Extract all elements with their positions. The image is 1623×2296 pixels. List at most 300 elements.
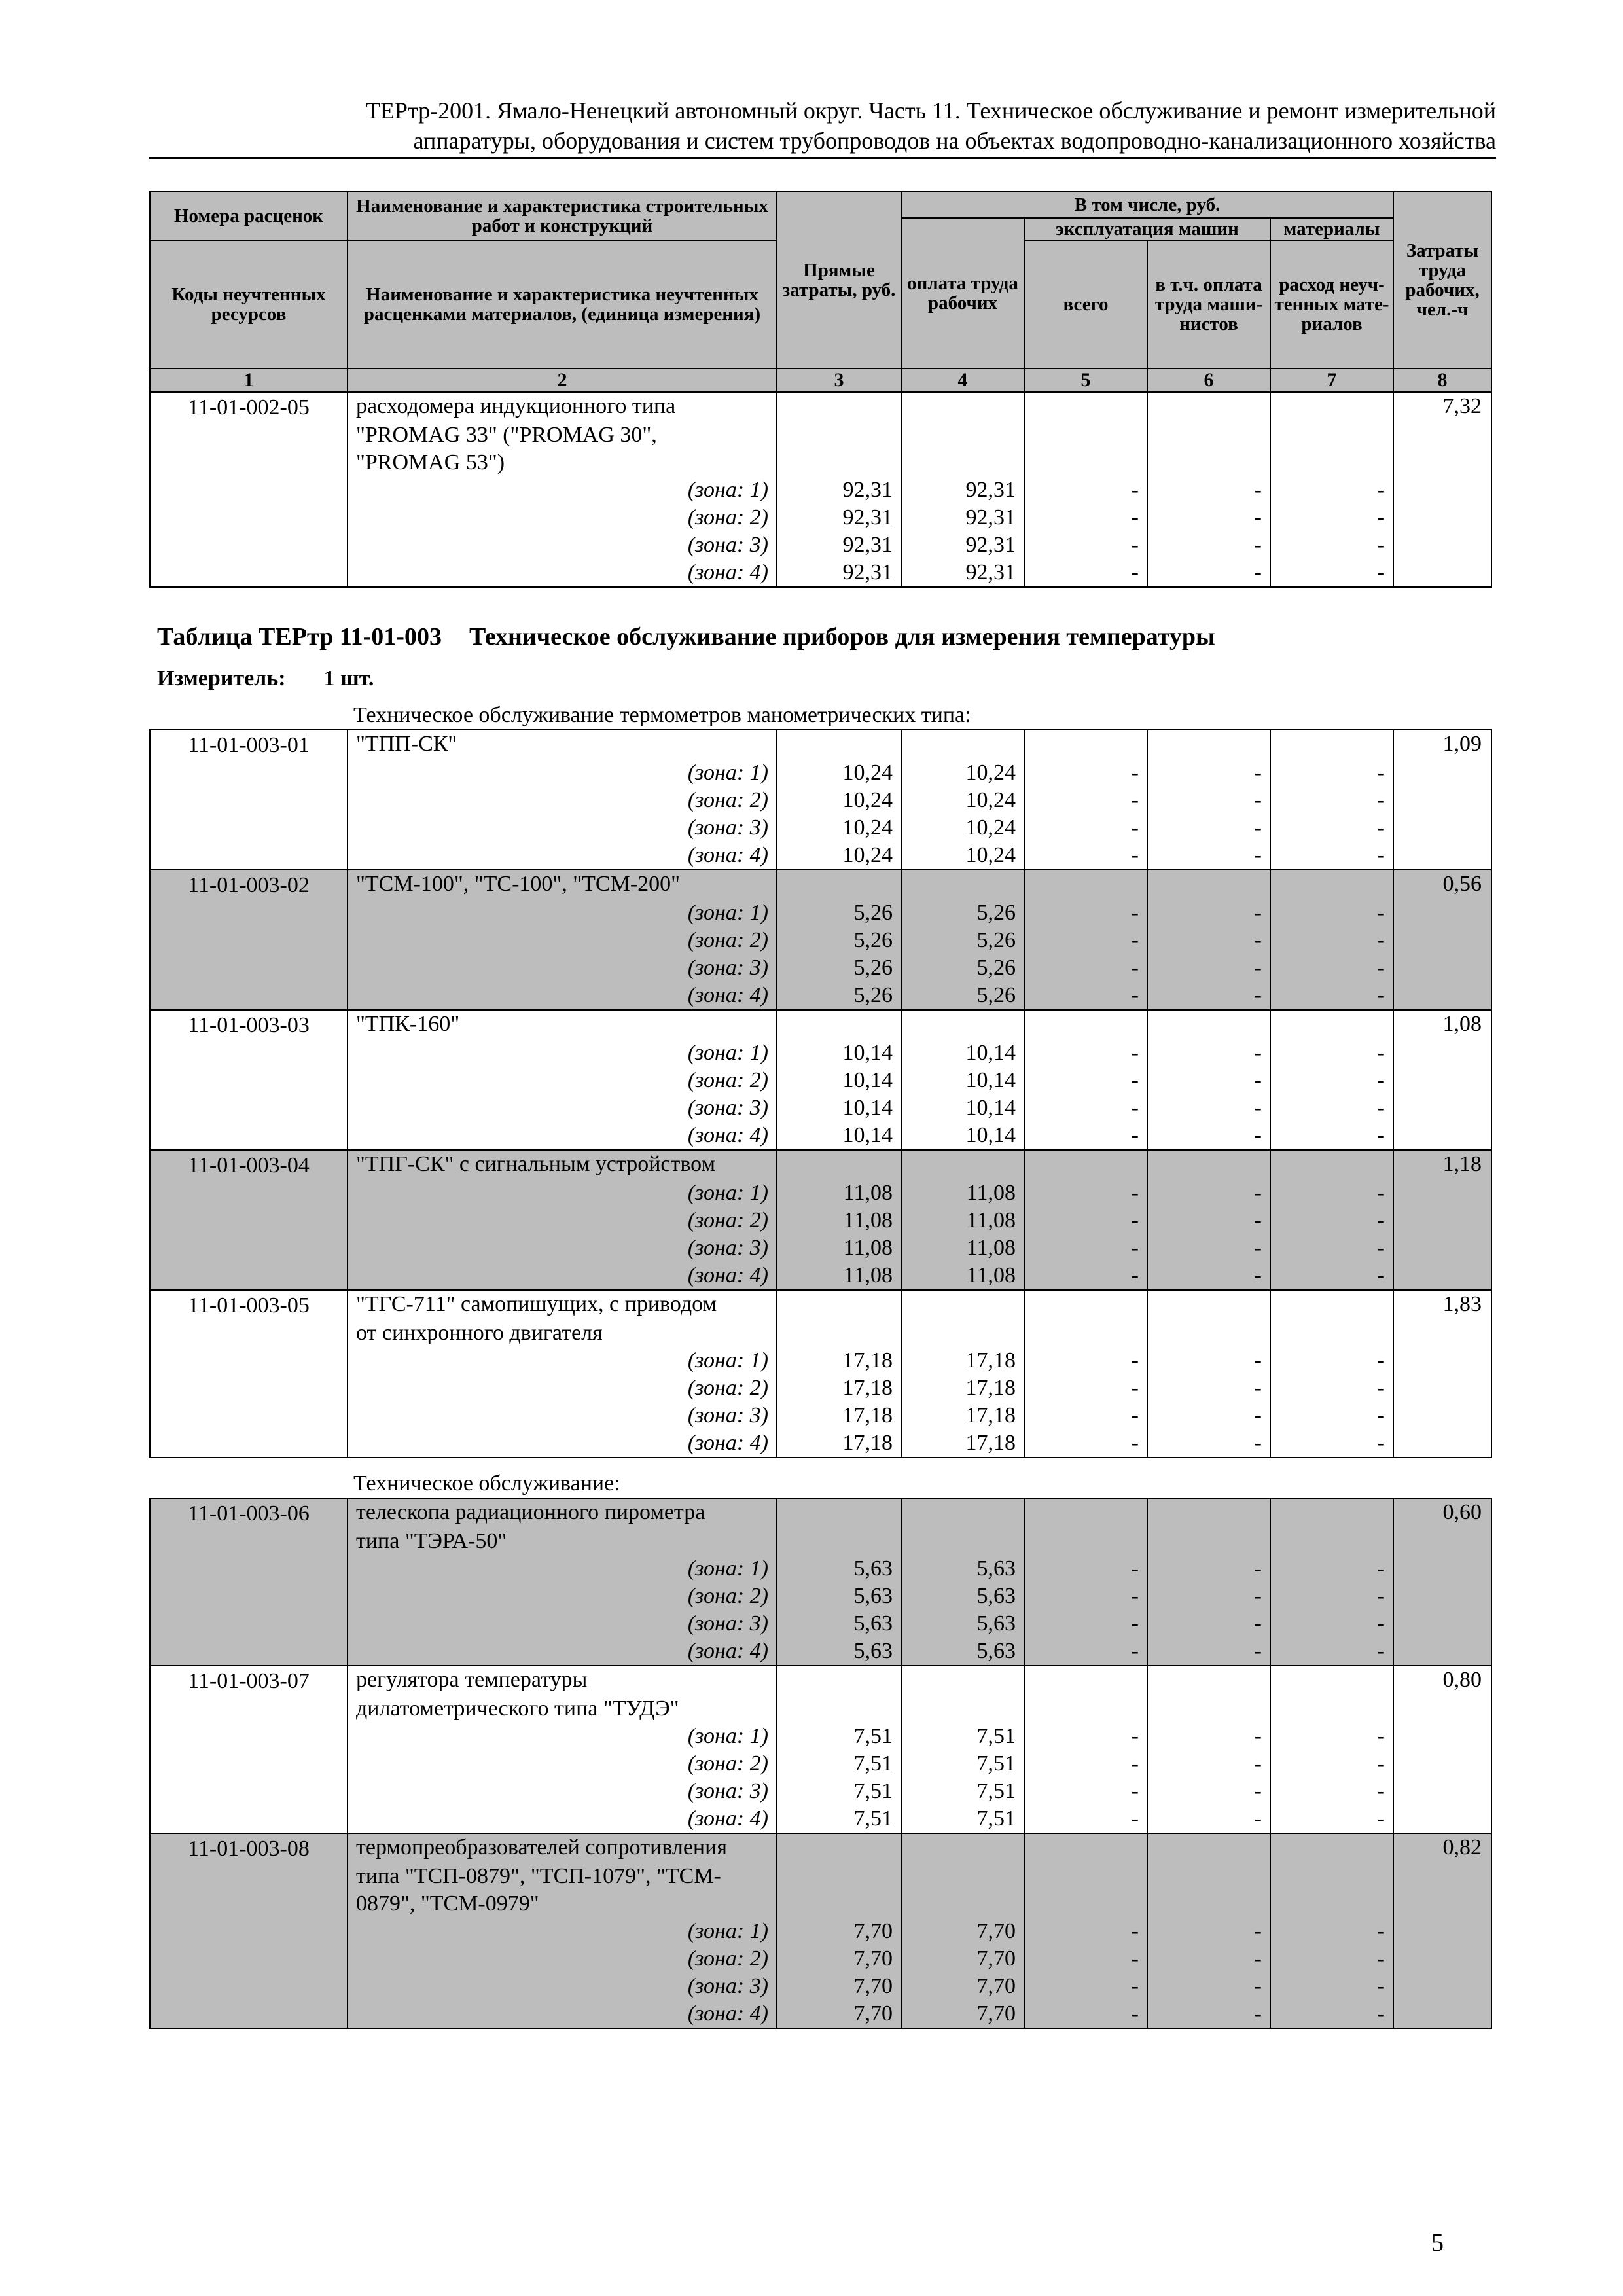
wage-cost bbox=[901, 1010, 1024, 1039]
direct-cost: 5,26 bbox=[777, 982, 901, 1010]
materials-cost: - bbox=[1270, 1638, 1393, 1666]
table-row bbox=[150, 1067, 1491, 1094]
machines-total: - bbox=[1024, 476, 1147, 504]
machines-total: - bbox=[1024, 1067, 1147, 1094]
item-name: "ТПК-160" bbox=[348, 1010, 777, 1039]
direct-cost: 10,14 bbox=[777, 1094, 901, 1122]
materials-cost bbox=[1270, 1890, 1393, 1918]
machines-total: - bbox=[1024, 1778, 1147, 1805]
item-name: "ТГС-711" самопишущих, с приводом bbox=[348, 1290, 777, 1319]
direct-cost: 10,14 bbox=[777, 1067, 901, 1094]
table-row bbox=[150, 1528, 1491, 1555]
materials-cost: - bbox=[1270, 1039, 1393, 1067]
rate-code bbox=[150, 1122, 348, 1150]
zone-label: (зона: 1) bbox=[348, 476, 777, 504]
materials-cost bbox=[1270, 870, 1393, 899]
labor-hours bbox=[1393, 559, 1491, 587]
direct-cost: 92,31 bbox=[777, 476, 901, 504]
table-row bbox=[150, 954, 1491, 982]
wage-cost bbox=[901, 730, 1024, 759]
machinist-wage bbox=[1147, 449, 1270, 476]
machinist-wage: - bbox=[1147, 814, 1270, 842]
direct-cost: 11,08 bbox=[777, 1234, 901, 1262]
materials-cost: - bbox=[1270, 1805, 1393, 1833]
machinist-wage: - bbox=[1147, 1638, 1270, 1666]
wage-cost: 10,14 bbox=[901, 1039, 1024, 1067]
table-row bbox=[150, 392, 1491, 422]
machinist-wage: - bbox=[1147, 842, 1270, 870]
machines-total bbox=[1024, 449, 1147, 476]
labor-hours bbox=[1393, 1945, 1491, 1973]
zone-label: (зона: 3) bbox=[348, 1778, 777, 1805]
materials-cost: - bbox=[1270, 759, 1393, 787]
labor-hours bbox=[1393, 1555, 1491, 1583]
table-row bbox=[150, 1750, 1491, 1778]
machines-total: - bbox=[1024, 559, 1147, 587]
wage-cost: 7,70 bbox=[901, 1973, 1024, 2000]
wage-cost: 5,63 bbox=[901, 1638, 1024, 1666]
wage-cost bbox=[901, 1863, 1024, 1890]
machines-total: - bbox=[1024, 1945, 1147, 1973]
direct-cost bbox=[777, 1890, 901, 1918]
machinist-wage: - bbox=[1147, 1374, 1270, 1402]
column-number: 8 bbox=[1393, 368, 1491, 392]
direct-cost: 17,18 bbox=[777, 1347, 901, 1374]
machines-total: - bbox=[1024, 1723, 1147, 1750]
wage-cost: 10,24 bbox=[901, 759, 1024, 787]
labor-hours bbox=[1393, 842, 1491, 870]
machinist-wage: - bbox=[1147, 1207, 1270, 1234]
machinist-wage bbox=[1147, 392, 1270, 422]
labor-hours bbox=[1393, 531, 1491, 559]
zone-label: (зона: 4) bbox=[348, 1122, 777, 1150]
rates-table-top bbox=[149, 191, 1492, 588]
column-number: 5 bbox=[1024, 368, 1147, 392]
machines-total bbox=[1024, 730, 1147, 759]
direct-cost: 7,70 bbox=[777, 1945, 901, 1973]
labor-hours: 7,32 bbox=[1393, 392, 1491, 422]
machines-total: - bbox=[1024, 504, 1147, 531]
table-row bbox=[150, 1890, 1491, 1918]
machinist-wage: - bbox=[1147, 1778, 1270, 1805]
materials-cost: - bbox=[1270, 1429, 1393, 1458]
table-row bbox=[150, 1094, 1491, 1122]
machinist-wage: - bbox=[1147, 787, 1270, 814]
wage-cost: 11,08 bbox=[901, 1179, 1024, 1207]
top-item-body bbox=[150, 392, 1491, 587]
table-row bbox=[150, 1207, 1491, 1234]
header-rule bbox=[149, 157, 1496, 159]
item-name: "PROMAG 33" ("PROMAG 30", bbox=[348, 422, 777, 449]
machinist-wage bbox=[1147, 1666, 1270, 1695]
rate-code bbox=[150, 759, 348, 787]
materials-header: материалы bbox=[1270, 218, 1393, 240]
labor-hours bbox=[1393, 2000, 1491, 2028]
materials-cost bbox=[1270, 1833, 1393, 1863]
labor-hours bbox=[1393, 1805, 1491, 1833]
rate-code bbox=[150, 1067, 348, 1094]
zone-label: (зона: 2) bbox=[348, 504, 777, 531]
machinist-wage bbox=[1147, 1319, 1270, 1347]
labor-hours bbox=[1393, 449, 1491, 476]
table-row bbox=[150, 1863, 1491, 1890]
rate-code: 11-01-003-08 bbox=[150, 1833, 348, 1863]
machines-total: - bbox=[1024, 1234, 1147, 1262]
rate-code bbox=[150, 1179, 348, 1207]
wage-cost: 11,08 bbox=[901, 1207, 1024, 1234]
item-name: расходомера индукционного типа bbox=[348, 392, 777, 422]
materials-cost: - bbox=[1270, 1918, 1393, 1945]
direct-cost: 11,08 bbox=[777, 1179, 901, 1207]
wage-cost: 92,31 bbox=[901, 476, 1024, 504]
labor-hours: 1,83 bbox=[1393, 1290, 1491, 1319]
direct-cost: 7,70 bbox=[777, 1918, 901, 1945]
table-row bbox=[150, 1498, 1491, 1528]
rate-code bbox=[150, 927, 348, 954]
wage-cost: 10,24 bbox=[901, 787, 1024, 814]
wage-cost bbox=[901, 1833, 1024, 1863]
zone-label: (зона: 1) bbox=[348, 1179, 777, 1207]
table-row bbox=[150, 870, 1491, 899]
direct-cost: 10,24 bbox=[777, 814, 901, 842]
rate-code bbox=[150, 1890, 348, 1918]
rate-code bbox=[150, 899, 348, 927]
machines-total: - bbox=[1024, 1374, 1147, 1402]
direct-cost: 5,63 bbox=[777, 1555, 901, 1583]
machinist-wage: - bbox=[1147, 1918, 1270, 1945]
labor-hours: 0,80 bbox=[1393, 1666, 1491, 1695]
table-row bbox=[150, 1010, 1491, 1039]
rate-code bbox=[150, 1555, 348, 1583]
materials-cost: - bbox=[1270, 1973, 1393, 2000]
direct-cost bbox=[777, 1010, 901, 1039]
machinist-wage: - bbox=[1147, 1094, 1270, 1122]
rate-code bbox=[150, 1638, 348, 1666]
direct-cost bbox=[777, 422, 901, 449]
table-row bbox=[150, 842, 1491, 870]
rate-code bbox=[150, 1234, 348, 1262]
materials-cost: - bbox=[1270, 531, 1393, 559]
col5-header: всего bbox=[1024, 240, 1147, 368]
machines-total bbox=[1024, 1863, 1147, 1890]
machinist-wage: - bbox=[1147, 2000, 1270, 2028]
labor-hours bbox=[1393, 422, 1491, 449]
header-line-2: аппаратуры, оборудования и систем трубопроводов на объектах водопроводно-канализационного хозяйства bbox=[413, 128, 1496, 154]
labor-hours bbox=[1393, 1429, 1491, 1458]
direct-cost: 11,08 bbox=[777, 1262, 901, 1290]
zone-label: (зона: 1) bbox=[348, 1918, 777, 1945]
wage-cost bbox=[901, 1695, 1024, 1723]
labor-hours bbox=[1393, 1610, 1491, 1638]
wage-cost: 5,63 bbox=[901, 1610, 1024, 1638]
wage-cost: 11,08 bbox=[901, 1234, 1024, 1262]
zone-label: (зона: 4) bbox=[348, 1638, 777, 1666]
materials-cost: - bbox=[1270, 899, 1393, 927]
header-line-1: ТЕРтр-2001. Ямало-Ненецкий автономный округ. Часть 11. Техническое обслуживание и ремонт измерительной bbox=[365, 98, 1496, 124]
col1-bottom-header: Коды неучтенных ресурсов bbox=[150, 240, 348, 368]
direct-cost bbox=[777, 1150, 901, 1179]
wage-cost: 7,51 bbox=[901, 1750, 1024, 1778]
direct-cost: 10,14 bbox=[777, 1122, 901, 1150]
rate-code bbox=[150, 982, 348, 1010]
zone-label: (зона: 3) bbox=[348, 814, 777, 842]
table-row bbox=[150, 504, 1491, 531]
table-row bbox=[150, 1583, 1491, 1610]
materials-cost bbox=[1270, 449, 1393, 476]
wage-cost: 7,51 bbox=[901, 1778, 1024, 1805]
zone-label: (зона: 1) bbox=[348, 899, 777, 927]
machinist-wage: - bbox=[1147, 1610, 1270, 1638]
direct-cost bbox=[777, 1528, 901, 1555]
machines-total bbox=[1024, 870, 1147, 899]
zone-label: (зона: 4) bbox=[348, 842, 777, 870]
zone-label: (зона: 2) bbox=[348, 1067, 777, 1094]
table-row bbox=[150, 476, 1491, 504]
labor-hours bbox=[1393, 927, 1491, 954]
col2-bottom-header: Наименование и характеристика неучтенных расценками материалов, (единица измерения) bbox=[348, 240, 777, 368]
direct-cost: 5,63 bbox=[777, 1638, 901, 1666]
direct-cost: 10,24 bbox=[777, 787, 901, 814]
machines-total bbox=[1024, 1498, 1147, 1528]
machines-total bbox=[1024, 1150, 1147, 1179]
labor-hours bbox=[1393, 1402, 1491, 1429]
wage-cost: 17,18 bbox=[901, 1402, 1024, 1429]
labor-hours bbox=[1393, 1374, 1491, 1402]
rate-code bbox=[150, 1094, 348, 1122]
labor-hours: 0,56 bbox=[1393, 870, 1491, 899]
machines-total: - bbox=[1024, 2000, 1147, 2028]
table-row bbox=[150, 1374, 1491, 1402]
machinist-wage bbox=[1147, 870, 1270, 899]
labor-hours bbox=[1393, 1347, 1491, 1374]
table-row bbox=[150, 982, 1491, 1010]
rate-code: 11-01-003-03 bbox=[150, 1010, 348, 1039]
table-row bbox=[150, 1290, 1491, 1319]
machines-total bbox=[1024, 1290, 1147, 1319]
wage-cost: 17,18 bbox=[901, 1347, 1024, 1374]
machines-total: - bbox=[1024, 1179, 1147, 1207]
wage-cost: 5,26 bbox=[901, 927, 1024, 954]
wage-cost: 92,31 bbox=[901, 559, 1024, 587]
machinist-wage: - bbox=[1147, 1122, 1270, 1150]
col2-top-header: Наименование и характеристика строительных работ и конструкций bbox=[348, 192, 777, 240]
rate-code bbox=[150, 1528, 348, 1555]
labor-hours bbox=[1393, 504, 1491, 531]
table-row bbox=[150, 1973, 1491, 2000]
machines-total: - bbox=[1024, 787, 1147, 814]
zone-label: (зона: 3) bbox=[348, 1402, 777, 1429]
direct-cost bbox=[777, 870, 901, 899]
wage-cost: 11,08 bbox=[901, 1262, 1024, 1290]
direct-cost: 10,24 bbox=[777, 842, 901, 870]
wage-cost: 10,14 bbox=[901, 1094, 1024, 1122]
table-row bbox=[150, 927, 1491, 954]
page-number: 5 bbox=[1431, 2229, 1444, 2257]
machines-header: эксплуатация машин bbox=[1024, 218, 1270, 240]
wage-cost bbox=[901, 422, 1024, 449]
item-name: "ТПГ-СК" с сигнальным устройством bbox=[348, 1150, 777, 1179]
table-row bbox=[150, 1039, 1491, 1067]
materials-cost bbox=[1270, 1528, 1393, 1555]
materials-cost: - bbox=[1270, 2000, 1393, 2028]
col7-header: расход неуч-тенных мате-риалов bbox=[1270, 240, 1393, 368]
machinist-wage bbox=[1147, 1695, 1270, 1723]
rate-code bbox=[150, 954, 348, 982]
labor-hours: 0,60 bbox=[1393, 1498, 1491, 1528]
zone-label: (зона: 2) bbox=[348, 1583, 777, 1610]
col8-header: Затраты труда рабочих, чел.-ч bbox=[1393, 192, 1491, 368]
rate-code: 11-01-003-07 bbox=[150, 1666, 348, 1695]
column-number: 2 bbox=[348, 368, 777, 392]
machines-total bbox=[1024, 1528, 1147, 1555]
rate-code bbox=[150, 1805, 348, 1833]
machinist-wage: - bbox=[1147, 982, 1270, 1010]
direct-cost: 7,51 bbox=[777, 1750, 901, 1778]
zone-label: (зона: 4) bbox=[348, 559, 777, 587]
direct-cost: 5,26 bbox=[777, 927, 901, 954]
table-row bbox=[150, 1179, 1491, 1207]
materials-cost bbox=[1270, 1319, 1393, 1347]
item-name: "PROMAG 53") bbox=[348, 449, 777, 476]
direct-cost: 92,31 bbox=[777, 531, 901, 559]
wage-cost: 5,26 bbox=[901, 982, 1024, 1010]
table-row bbox=[150, 1122, 1491, 1150]
machines-total bbox=[1024, 1890, 1147, 1918]
materials-cost bbox=[1270, 1863, 1393, 1890]
running-header bbox=[149, 96, 1496, 156]
machines-total: - bbox=[1024, 1207, 1147, 1234]
materials-cost: - bbox=[1270, 504, 1393, 531]
rate-code bbox=[150, 1374, 348, 1402]
table-row bbox=[150, 1666, 1491, 1695]
machinist-wage: - bbox=[1147, 1723, 1270, 1750]
machinist-wage: - bbox=[1147, 1945, 1270, 1973]
machines-total bbox=[1024, 1319, 1147, 1347]
direct-cost bbox=[777, 1695, 901, 1723]
zone-label: (зона: 4) bbox=[348, 2000, 777, 2028]
materials-cost: - bbox=[1270, 927, 1393, 954]
rate-code bbox=[150, 1723, 348, 1750]
labor-hours bbox=[1393, 1207, 1491, 1234]
table-header bbox=[150, 192, 1491, 392]
labor-hours bbox=[1393, 1067, 1491, 1094]
table-row bbox=[150, 1805, 1491, 1833]
column-number: 1 bbox=[150, 368, 348, 392]
machinist-wage bbox=[1147, 1150, 1270, 1179]
labor-hours bbox=[1393, 1094, 1491, 1122]
direct-cost bbox=[777, 1290, 901, 1319]
table-row bbox=[150, 422, 1491, 449]
table-row bbox=[150, 1945, 1491, 1973]
labor-hours: 1,09 bbox=[1393, 730, 1491, 759]
direct-cost: 92,31 bbox=[777, 559, 901, 587]
machines-total: - bbox=[1024, 927, 1147, 954]
machines-total: - bbox=[1024, 1262, 1147, 1290]
zone-label: (зона: 2) bbox=[348, 1207, 777, 1234]
materials-cost: - bbox=[1270, 814, 1393, 842]
rate-code: 11-01-003-01 bbox=[150, 730, 348, 759]
labor-hours: 0,82 bbox=[1393, 1833, 1491, 1863]
rate-code: 11-01-003-02 bbox=[150, 870, 348, 899]
wage-cost bbox=[901, 870, 1024, 899]
machines-total bbox=[1024, 1666, 1147, 1695]
wage-cost bbox=[901, 1666, 1024, 1695]
materials-cost: - bbox=[1270, 1347, 1393, 1374]
machinist-wage bbox=[1147, 1010, 1270, 1039]
wage-cost: 7,70 bbox=[901, 1945, 1024, 1973]
machinist-wage: - bbox=[1147, 1039, 1270, 1067]
rates-table-thermometers bbox=[149, 729, 1492, 1458]
machinist-wage: - bbox=[1147, 1973, 1270, 2000]
col4-header: оплата труда рабочих bbox=[901, 218, 1024, 368]
col1-top-header: Номера расценок bbox=[150, 192, 348, 240]
wage-cost: 92,31 bbox=[901, 531, 1024, 559]
labor-hours bbox=[1393, 814, 1491, 842]
item-name: "ТПП-СК" bbox=[348, 730, 777, 759]
direct-cost: 17,18 bbox=[777, 1429, 901, 1458]
item-name: телескопа радиационного пирометра bbox=[348, 1498, 777, 1528]
table-row bbox=[150, 730, 1491, 759]
rate-code bbox=[150, 559, 348, 587]
zone-label: (зона: 1) bbox=[348, 1039, 777, 1067]
machinist-wage bbox=[1147, 1290, 1270, 1319]
rate-code bbox=[150, 2000, 348, 2028]
labor-hours bbox=[1393, 1863, 1491, 1890]
machines-total: - bbox=[1024, 1638, 1147, 1666]
table-row bbox=[150, 1402, 1491, 1429]
zone-label: (зона: 2) bbox=[348, 927, 777, 954]
materials-cost: - bbox=[1270, 1583, 1393, 1610]
table-row bbox=[150, 1150, 1491, 1179]
rate-code bbox=[150, 1429, 348, 1458]
direct-cost: 7,70 bbox=[777, 2000, 901, 2028]
machines-total: - bbox=[1024, 1347, 1147, 1374]
labor-hours: 1,18 bbox=[1393, 1150, 1491, 1179]
direct-cost: 10,24 bbox=[777, 759, 901, 787]
rate-code bbox=[150, 1695, 348, 1723]
direct-cost bbox=[777, 1498, 901, 1528]
wage-cost: 10,24 bbox=[901, 814, 1024, 842]
materials-cost bbox=[1270, 730, 1393, 759]
item-name: от синхронного двигателя bbox=[348, 1319, 777, 1347]
machinist-wage: - bbox=[1147, 531, 1270, 559]
machines-total: - bbox=[1024, 759, 1147, 787]
group-header: В том числе, руб. bbox=[901, 192, 1393, 218]
direct-cost bbox=[777, 730, 901, 759]
rate-code bbox=[150, 476, 348, 504]
table-row bbox=[150, 559, 1491, 587]
machines-total bbox=[1024, 392, 1147, 422]
machinist-wage: - bbox=[1147, 1805, 1270, 1833]
machines-total bbox=[1024, 1695, 1147, 1723]
direct-cost: 7,51 bbox=[777, 1723, 901, 1750]
materials-cost: - bbox=[1270, 1094, 1393, 1122]
rate-code bbox=[150, 814, 348, 842]
machinist-wage: - bbox=[1147, 1583, 1270, 1610]
machines-total: - bbox=[1024, 1094, 1147, 1122]
table-caption bbox=[157, 622, 1215, 652]
labor-hours bbox=[1393, 1973, 1491, 2000]
rate-code bbox=[150, 1039, 348, 1067]
labor-hours bbox=[1393, 982, 1491, 1010]
table-caption-label: Таблица ТЕРтр 11-01-003 bbox=[157, 623, 442, 651]
materials-cost: - bbox=[1270, 842, 1393, 870]
machinist-wage: - bbox=[1147, 1234, 1270, 1262]
wage-cost bbox=[901, 392, 1024, 422]
wage-cost: 5,26 bbox=[901, 899, 1024, 927]
labor-hours bbox=[1393, 1262, 1491, 1290]
item-name: 0879", "ТСМ-0979" bbox=[348, 1890, 777, 1918]
